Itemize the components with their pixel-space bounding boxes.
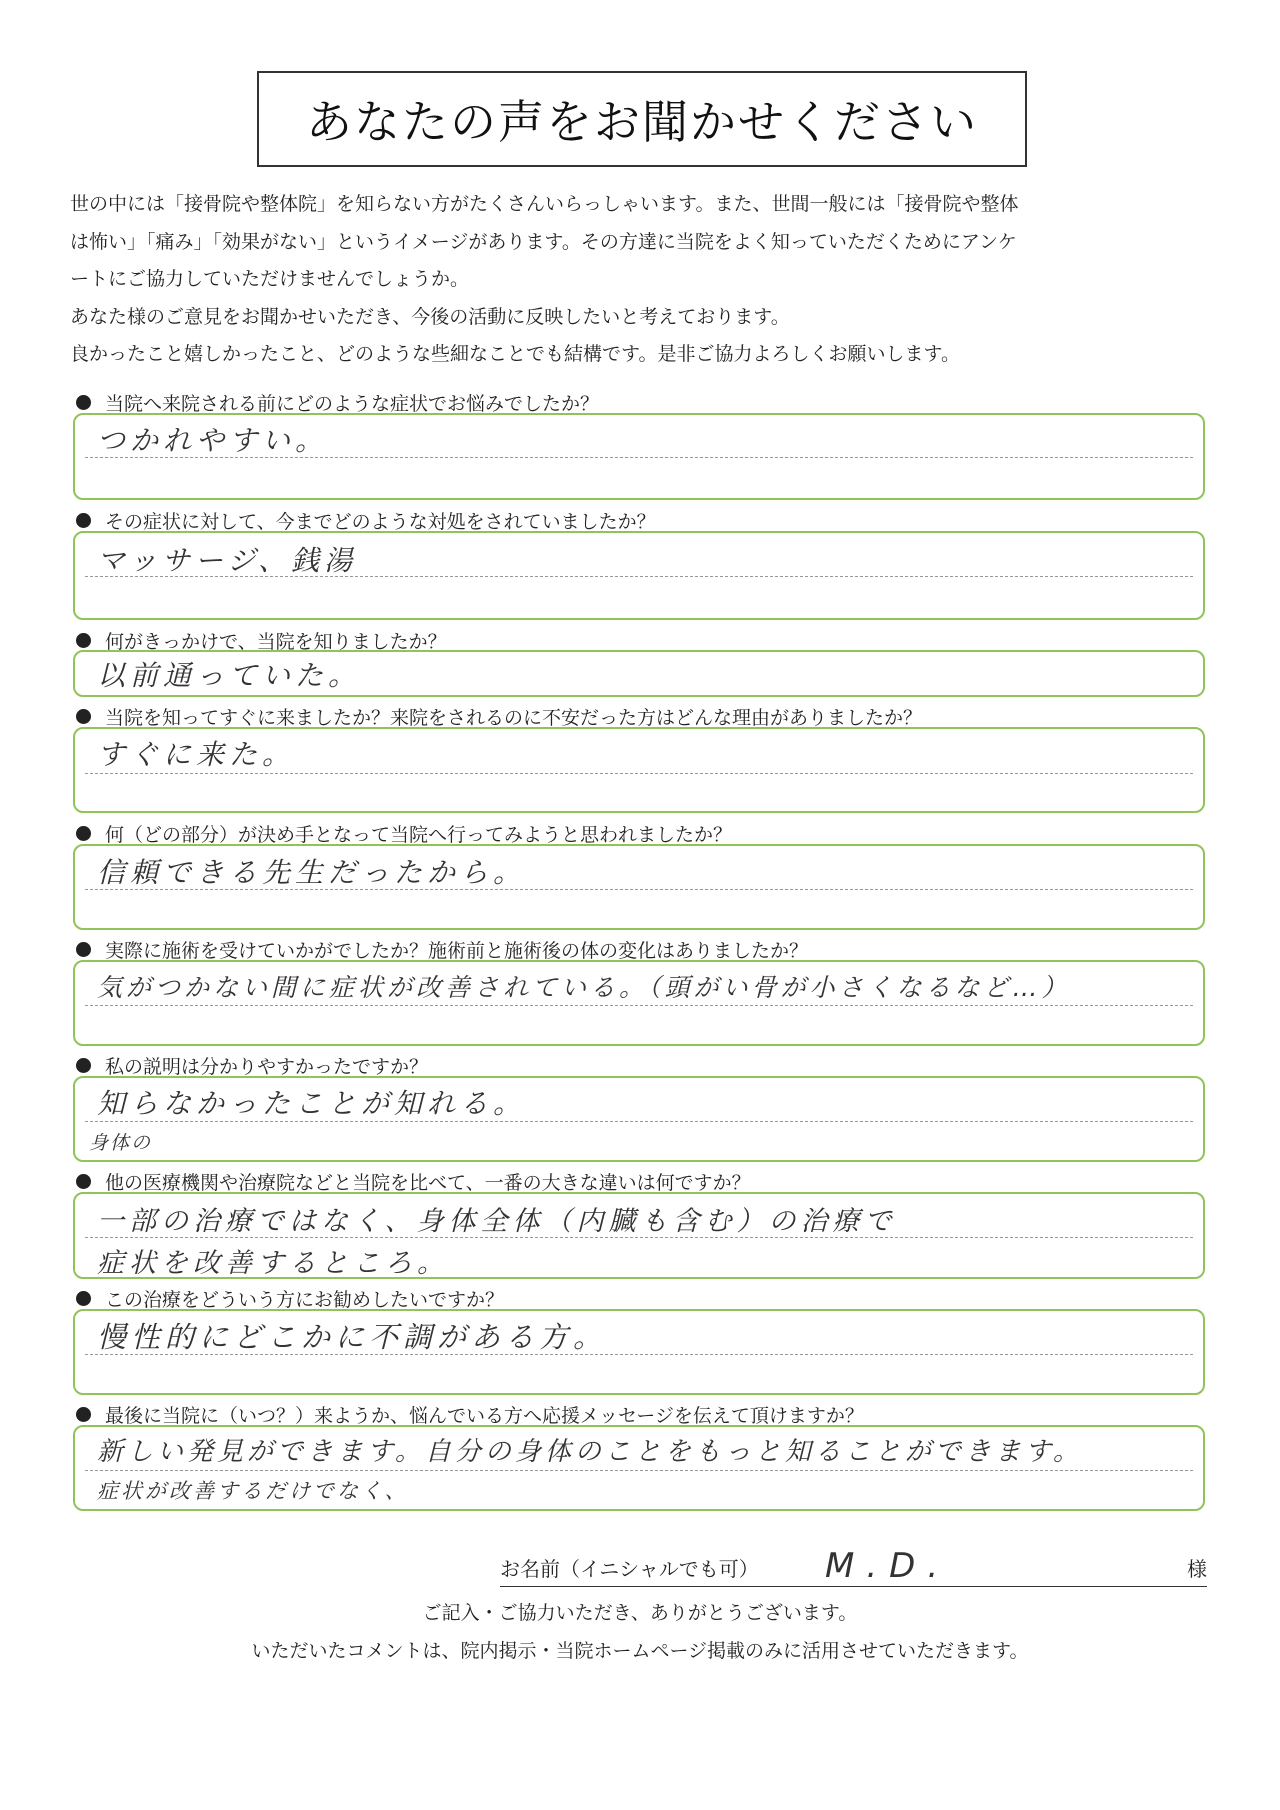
bullet-icon bbox=[76, 1174, 91, 1189]
bullet-icon bbox=[76, 633, 91, 648]
intro-line: 良かったこと嬉しかったこと、どのような些細なことでも結構です。是非ご協力よろしくお願いします。 bbox=[70, 343, 960, 365]
question-9 bbox=[76, 1285, 504, 1312]
question-7 bbox=[76, 1052, 428, 1079]
handwritten-answer: すぐに来た。 bbox=[97, 738, 296, 771]
intro-text bbox=[70, 186, 1220, 374]
question-text: 他の医療機関や治療院などと当院を比べて、一番の大きな違いは何ですか？ bbox=[105, 1172, 751, 1194]
question-text: 最後に当院に（いつ？）来ようか、悩んでいる方へ応援メッセージを伝えて頂けますか？ bbox=[105, 1405, 864, 1427]
question-2 bbox=[76, 507, 656, 534]
question-5 bbox=[76, 820, 732, 847]
question-text: 何（どの部分）が決め手となって当院へ行ってみようと思われましたか？ bbox=[105, 824, 733, 846]
bullet-icon bbox=[76, 826, 91, 841]
bullet-icon bbox=[76, 513, 91, 528]
name-label: お名前（イニシャルでも可） bbox=[500, 1557, 759, 1581]
handwritten-answer: 一部の治療ではなく、身体全体（内臓も含む）の治療で bbox=[97, 1206, 897, 1237]
handwritten-insert: 身体の bbox=[89, 1132, 153, 1154]
intro-line: ートにご協力していただけませんでしょうか。 bbox=[70, 268, 470, 290]
name-suffix: 様 bbox=[1187, 1557, 1207, 1581]
intro-line: 世の中には「接骨院や整体院」を知らない方がたくさんいらっしゃいます。また、世間一般には「接骨院や整体 bbox=[70, 193, 1019, 215]
answer-box-2[interactable] bbox=[73, 531, 1205, 620]
handwritten-answer: 気がつかない間に症状が改善されている。（頭がい骨が小さくなるなど…） bbox=[97, 973, 1071, 1002]
answer-box-4[interactable] bbox=[73, 727, 1205, 813]
answer-box-1[interactable] bbox=[73, 413, 1205, 500]
intro-line: あなた様のご意見をお聞かせいただき、今後の活動に反映したいと考えております。 bbox=[70, 305, 790, 328]
question-text: 当院へ来院される前にどのような症状でお悩みでしたか？ bbox=[105, 393, 600, 415]
name-value: M.D. bbox=[825, 1546, 951, 1586]
question-text: 当院を知ってすぐに来ましたか？来院をされるのに不安だった方はどんな理由がありましたか？ bbox=[105, 707, 923, 729]
bullet-icon bbox=[76, 1058, 91, 1073]
answer-box-6[interactable] bbox=[73, 960, 1205, 1046]
intro-line: は怖い」「痛み」「効果がない」というイメージがあります。その方達に当院をよく知っていただくためにアンケ bbox=[70, 230, 1017, 253]
question-8 bbox=[76, 1168, 751, 1195]
bullet-icon bbox=[76, 1291, 91, 1306]
dashed-line bbox=[85, 773, 1193, 774]
question-4 bbox=[76, 703, 922, 730]
notice-text: いただいたコメントは、院内掲示・当院ホームページ掲載のみに活用させていただきます。 bbox=[251, 1640, 1029, 1662]
bullet-icon bbox=[76, 1407, 91, 1422]
handwritten-answer: 症状を改善するところ。 bbox=[97, 1248, 449, 1279]
handwritten-answer: 以前通っていた。 bbox=[97, 659, 362, 692]
dashed-line bbox=[85, 1470, 1193, 1471]
answer-box-7[interactable] bbox=[73, 1076, 1205, 1162]
page-title: あなたの声をお聞かせください bbox=[257, 71, 1027, 167]
question-text: 私の説明は分かりやすかったですか？ bbox=[105, 1056, 429, 1078]
bullet-icon bbox=[76, 709, 91, 724]
question-10 bbox=[76, 1401, 864, 1428]
question-text: その症状に対して、今までどのような対処をされていましたか？ bbox=[105, 511, 656, 533]
dashed-line bbox=[85, 1005, 1193, 1006]
handwritten-answer: 症状が改善するだけでなく、 bbox=[97, 1479, 409, 1503]
handwritten-answer: 信頼できる先生だったから。 bbox=[97, 856, 527, 889]
question-text: 実際に施術を受けていかがでしたか？施術前と施術後の体の変化はありましたか？ bbox=[105, 940, 809, 962]
bullet-icon bbox=[76, 942, 91, 957]
answer-box-9[interactable] bbox=[73, 1309, 1205, 1395]
answer-box-3[interactable] bbox=[73, 650, 1205, 697]
question-text: 何がきっかけで、当院を知りましたか？ bbox=[105, 631, 447, 653]
question-6 bbox=[76, 936, 808, 963]
handwritten-answer: 新しい発見ができます。自分の身体のことをもっと知ることができます。 bbox=[97, 1437, 1083, 1467]
handwritten-answer: つかれやすい。 bbox=[97, 424, 329, 457]
question-text: この治療をどういう方にお勧めしたいですか？ bbox=[105, 1289, 505, 1311]
bullet-icon bbox=[76, 395, 91, 410]
question-1 bbox=[76, 389, 599, 416]
name-field[interactable] bbox=[500, 1546, 1207, 1587]
handwritten-answer: マッサージ、銭湯 bbox=[97, 544, 358, 577]
thanks-text: ご記入・ご協力いただき、ありがとうございます。 bbox=[422, 1602, 858, 1624]
handwritten-answer: 知らなかったことが知れる。 bbox=[97, 1087, 527, 1120]
answer-box-10[interactable] bbox=[73, 1425, 1205, 1511]
answer-box-5[interactable] bbox=[73, 844, 1205, 930]
handwritten-answer: 慢性的にどこかに不調がある方。 bbox=[97, 1320, 608, 1354]
answer-box-8[interactable] bbox=[73, 1192, 1205, 1279]
